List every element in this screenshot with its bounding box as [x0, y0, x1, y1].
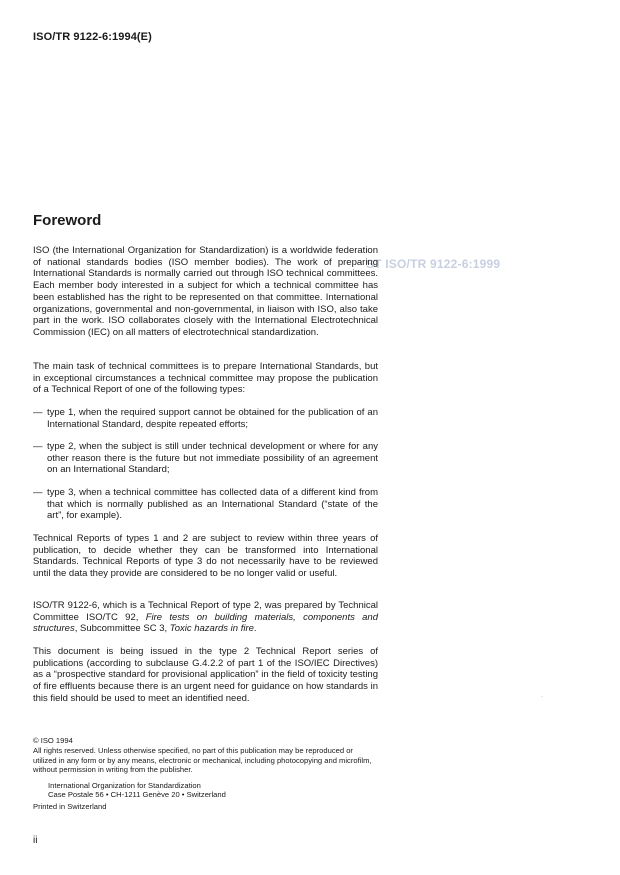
paragraph-text: This document is being issued in the type 2 Technical Report series of publications (according to subclause G.4.2.2 of part 1 of the ISO/IEC Directives) as a “prospective standard for provisional application” in the field of toxicity testing of fire effluents because there is an urgent need for guidance on how standards in this field should be used to meet an identified need.: [33, 646, 378, 704]
paragraph-text: [33, 600, 378, 635]
document-id: ISO/TR 9122-6:1994(E): [33, 31, 152, 43]
paragraph-text: The main task of technical committees is to prepare International Standards, but in exceptional circumstances a technical committee may propose the publication of a Technical Report of one of the following types:: [33, 361, 378, 396]
list-item-type-3: [33, 487, 378, 522]
text-run: ISO/TR 9122-6, which is a Technical Report of type 2, was prepared by Technical Committee ISO/TC 92,: [33, 600, 378, 623]
foreword-heading: Foreword: [33, 212, 102, 229]
copyright-line: © ISO 1994: [33, 736, 73, 745]
text-run: , Subcommittee SC 3,: [74, 623, 170, 635]
list-item-text: type 3, when a technical committee has collected data of a different kind from that which is normally published as an International Standard (“state of the art”, for example).: [47, 487, 378, 522]
dash-bullet: —: [33, 441, 43, 452]
copyright-block: [33, 736, 378, 812]
foreword-paragraph-2: [33, 361, 378, 396]
paragraph-text: ISO (the International Organization for Standardization) is a worldwide federation of national standards bodies (ISO member bodies). The work of preparing International Standards is normally carried out through ISO technical committees. Each member body interested in a subject for which a technical committee has been established has the right to be represented on that committee. International organizations, governmental and non-governmental, in liaison with ISO, also take part in the work. ISO collaborates closely with the International Electrotechnical Commission (IEC) on all matters of electrotechnical standardization.: [33, 245, 378, 338]
watermark: ST ISO/TR 9122-6:1999: [366, 257, 501, 271]
foreword-paragraph-3: [33, 533, 378, 580]
iso-address: Case Postale 56 • CH-1211 Genève 20 • Switzerland: [48, 790, 226, 800]
foreword-paragraph-4: [33, 600, 378, 635]
printed-in: Printed in Switzerland: [33, 802, 107, 812]
copyright-rights: All rights reserved. Unless otherwise specified, no part of this publication may be reproduced or utilized in any form or by any means, electronic or mechanical, including photocopying and microfilm, without permission in writing from the publisher.: [33, 746, 372, 775]
iso-organization: International Organization for Standardization: [48, 780, 201, 790]
dash-bullet: —: [33, 487, 43, 498]
list-item-text: type 2, when the subject is still under technical development or where for any other reason there is the future but not immediate possibility of an agreement on an International Standard;: [47, 441, 378, 476]
page-number: ii: [33, 835, 38, 846]
list-item-text: type 1, when the required support cannot be obtained for the publication of an International Standard, despite repeated efforts;: [47, 407, 378, 430]
list-item-type-2: [33, 441, 378, 476]
foreword-paragraph-1: [33, 245, 378, 339]
subcommittee-title: Toxic hazards in fire: [169, 623, 254, 635]
paragraph-text: Technical Reports of types 1 and 2 are subject to review within three years of publication, to decide whether they can be transformed into International Standards. Technical Reports of type 3 do not necessarily have to be reviewed until the data they provide are considered to be no longer valid or useful.: [33, 533, 378, 580]
scan-mark: ·: [541, 694, 543, 700]
text-run: .: [253, 623, 257, 635]
committee-title: Fire tests on building materials, components and structures: [33, 611, 378, 635]
list-item-type-1: [33, 407, 378, 430]
foreword-paragraph-5: [33, 646, 378, 705]
dash-bullet: —: [33, 407, 43, 418]
